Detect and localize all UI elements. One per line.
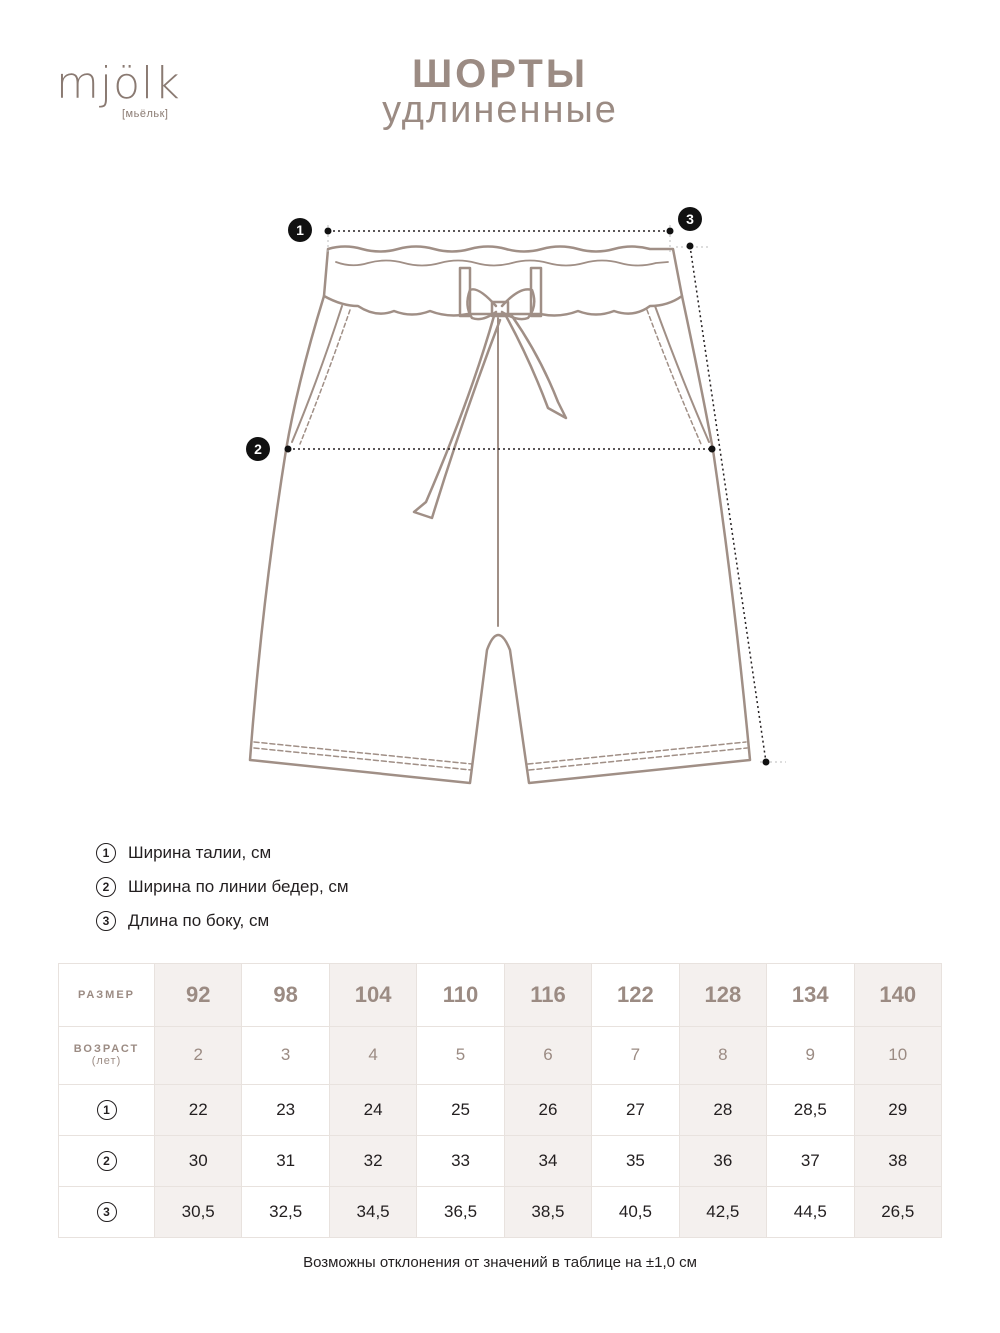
value-cell: 27 [592, 1084, 679, 1135]
value-cell: 38 [854, 1135, 942, 1186]
tolerance-note: Возможны отклонения от значений в таблице на ±1,0 см [303, 1254, 697, 1271]
marker-1-label: 1 [296, 222, 304, 238]
age-cell: 6 [504, 1026, 591, 1084]
value-cell: 32,5 [242, 1186, 329, 1237]
value-cell: 28,5 [767, 1084, 854, 1135]
value-cell: 31 [242, 1135, 329, 1186]
marker-1 [288, 218, 312, 242]
value-cell: 40,5 [592, 1186, 679, 1237]
marker-3-label: 3 [686, 211, 694, 227]
value-cell: 24 [329, 1084, 416, 1135]
row-number-3: 3 [97, 1202, 117, 1222]
legend-text-hips: Ширина по линии бедер, см [128, 877, 349, 896]
value-cell: 33 [417, 1135, 504, 1186]
age-cell: 8 [679, 1026, 766, 1084]
legend-item-length [96, 904, 349, 938]
value-cell: 28 [679, 1084, 766, 1135]
table-row-hips [59, 1135, 942, 1186]
size-chart-table [58, 963, 942, 1238]
age-unit: (лет) [91, 1055, 122, 1068]
size-cell: 92 [155, 964, 242, 1027]
value-cell: 44,5 [767, 1186, 854, 1237]
value-cell: 34,5 [329, 1186, 416, 1237]
value-cell: 30 [155, 1135, 242, 1186]
marker-2 [246, 437, 270, 461]
age-cell: 9 [767, 1026, 854, 1084]
value-cell: 34 [504, 1135, 591, 1186]
value-cell: 22 [155, 1084, 242, 1135]
value-cell: 25 [417, 1084, 504, 1135]
value-cell: 36 [679, 1135, 766, 1186]
shorts-drawing [0, 190, 1000, 810]
age-cell: 5 [417, 1026, 504, 1084]
marker-3 [678, 207, 702, 231]
shorts-outline [250, 247, 750, 784]
size-cell: 110 [417, 964, 504, 1027]
age-cell: 10 [854, 1026, 942, 1084]
value-cell: 30,5 [155, 1186, 242, 1237]
legend-item-hips [96, 870, 349, 904]
brand-transliteration: [мьёльк] [122, 108, 169, 120]
value-cell: 26,5 [854, 1186, 942, 1237]
value-cell: 29 [854, 1084, 942, 1135]
value-cell: 37 [767, 1135, 854, 1186]
table-row-length [59, 1186, 942, 1237]
size-cell: 104 [329, 964, 416, 1027]
value-cell: 38,5 [504, 1186, 591, 1237]
measurement-guides [288, 231, 766, 762]
value-cell: 26 [504, 1084, 591, 1135]
value-cell: 23 [242, 1084, 329, 1135]
size-label: РАЗМЕР [59, 964, 155, 1027]
age-label [59, 1026, 155, 1084]
age-cell: 3 [242, 1026, 329, 1084]
size-cell: 98 [242, 964, 329, 1027]
value-cell: 35 [592, 1135, 679, 1186]
brand-name: mjölk [56, 58, 181, 109]
row-marker-cell [59, 1084, 155, 1135]
legend-item-waist [96, 836, 349, 870]
age-cell: 7 [592, 1026, 679, 1084]
value-cell: 32 [329, 1135, 416, 1186]
legend-number-2: 2 [96, 877, 116, 897]
table-row-sizes [59, 964, 942, 1027]
measurement-legend [96, 836, 349, 938]
table-row-ages [59, 1026, 942, 1084]
page-title: ШОРТЫ [411, 52, 589, 96]
age-cell: 4 [329, 1026, 416, 1084]
age-cell: 2 [155, 1026, 242, 1084]
size-cell: 134 [767, 964, 854, 1027]
row-number-1: 1 [97, 1100, 117, 1120]
row-marker-cell [59, 1135, 155, 1186]
value-cell: 42,5 [679, 1186, 766, 1237]
legend-text-length: Длина по боку, см [128, 911, 270, 930]
page-subtitle: удлиненные [382, 89, 618, 131]
legend-number-1: 1 [96, 843, 116, 863]
size-cell: 128 [679, 964, 766, 1027]
size-cell: 140 [854, 964, 942, 1027]
row-number-2: 2 [97, 1151, 117, 1171]
size-cell: 122 [592, 964, 679, 1027]
legend-number-3: 3 [96, 911, 116, 931]
legend-text-waist: Ширина талии, см [128, 843, 272, 862]
table-row-waist [59, 1084, 942, 1135]
value-cell: 36,5 [417, 1186, 504, 1237]
measurement-endpoints [285, 228, 770, 766]
row-marker-cell [59, 1186, 155, 1237]
age-label-text: ВОЗРАСТ [73, 1043, 140, 1056]
size-cell: 116 [504, 964, 591, 1027]
marker-2-label: 2 [254, 441, 262, 457]
